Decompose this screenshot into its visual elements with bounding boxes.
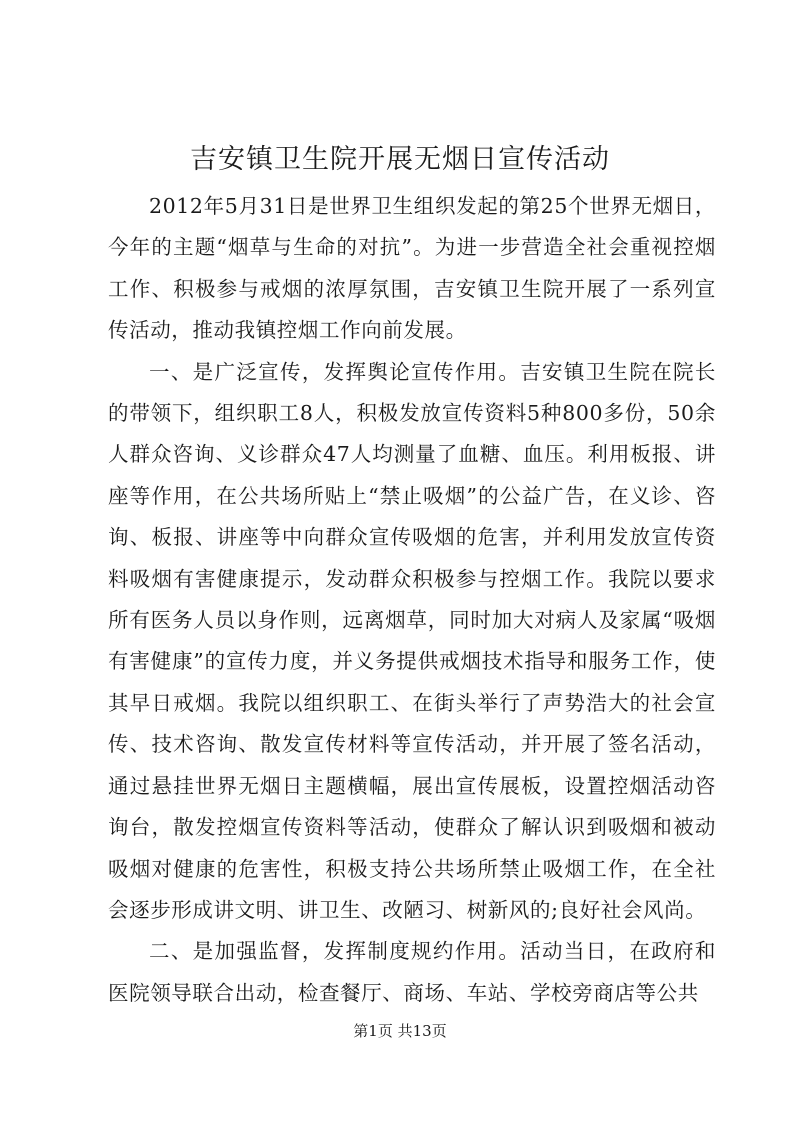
document-title: 吉安镇卫生院开展无烟日宣传活动 xyxy=(190,144,610,175)
page-number-footer: 第1页 共13页 xyxy=(353,1022,447,1040)
paragraph-section-one: 一、是广泛宣传，发挥舆论宣传作用。吉安镇卫生院在院长的带领下，组织职工8人，积极发放宣传资料5种800多份，50余人群众咨询、义诊群众47人均测量了血糖、血压。利用板报、讲座等作用，在公共场所贴上“禁止吸烟”的公益广告，在义诊、咨询、板报、讲座等中向群众宣传吸烟的危害，并利用发放宣传资料吸烟有害健康提示，发动群众积极参与控烟工作。我院以要求所有医务人员以身作则，远离烟草，同时加大对病人及家属“吸烟有害健康”的宣传力度，并义务提供戒烟技术指导和服务工作，使其早日戒烟。我院以组织职工、在街头举行了声势浩大的社会宣传、技术咨询、散发宣传材料等宣传活动，并开展了签名活动，通过悬挂世界无烟日主题横幅，展出宣传展板，设置控烟活动咨询台，散发控烟宣传资料等活动，使群众了解认识到吸烟和被动吸烟对健康的危害性，积极支持公共场所禁止吸烟工作，在全社会逐步形成讲文明、讲卫生、改陋习、树新风的;良好社会风尚。 xyxy=(108,359,716,922)
paragraph-section-two: 二、是加强监督，发挥制度规约作用。活动当日，在政府和医院领导联合出动，检查餐厅、商场、车站、学校旁商店等公共 xyxy=(108,939,716,1005)
document-body xyxy=(108,186,716,1014)
paragraph-intro: 2012年5月31日是世界卫生组织发起的第25个世界无烟日，今年的主题“烟草与生命的对抗”。为进一步营造全社会重视控烟工作、积极参与戒烟的浓厚氛围，吉安镇卫生院开展了一系列宣传活动，推动我镇控烟工作向前发展。 xyxy=(108,194,716,343)
